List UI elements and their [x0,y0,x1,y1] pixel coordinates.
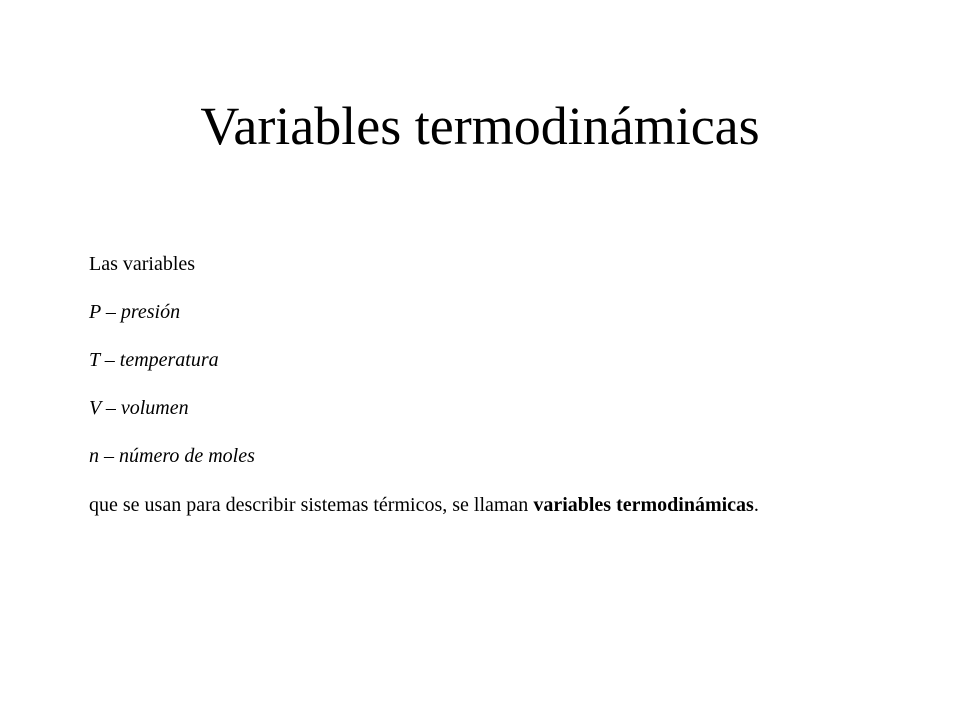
conclusion-bold-term: variables termodinámicas [533,494,754,516]
variable-moles: n – número de moles [89,445,255,467]
slide-body [89,252,849,518]
slide-title: Variables termodinámicas [200,96,760,156]
variable-temperature: T – temperatura [89,349,219,371]
conclusion-plain: que se usan para describir sistemas térmicos, se llaman [89,494,534,516]
variable-volume: V – volumen [89,397,189,419]
intro-text: Las variables [89,253,196,275]
conclusion-text [89,492,849,518]
variable-pressure: P – presión [89,301,181,323]
conclusion-end: . [753,494,759,516]
